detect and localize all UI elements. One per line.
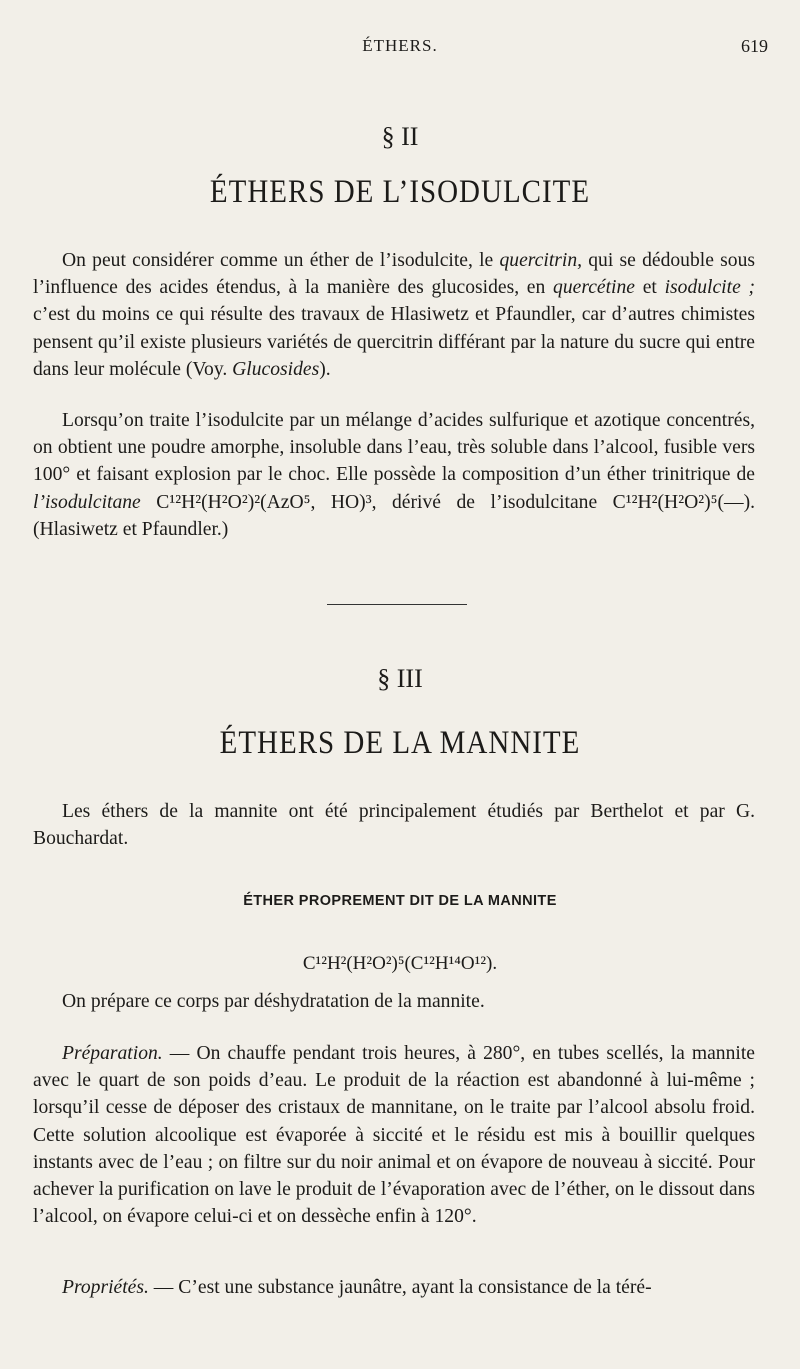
italic-term-quercetine: quercétine <box>553 277 635 299</box>
paragraph-preparation <box>33 1040 755 1230</box>
text-run: On peut considérer comme un éther de l’isodulcite, le <box>62 250 500 271</box>
text-run: — On chauffe pendant trois heures, à 280°, en tubes scellés, la mannite avec le quart de son poids d’eau. Le produit de la réaction est abandonné à lui-même ; lorsqu’il cesse de déposer des cristaux de mannitane, on le traite par l’alcool absolu froid. Cette solution alcoolique est évaporée à siccité et le résidu est mis à bouillir quelques instants avec de l’eau ; on filtre sur du noir animal et on évapore de nouveau à siccité. Pour achever la purification on lave le produit de l’évaporation avec de l’éther, on le dissout dans l’alcool, on évapore celui-ci et on dessèche enfin à 120°. <box>33 1043 755 1228</box>
paragraph-dehydration: On prépare ce corps par déshydratation de la mannite. <box>62 991 485 1012</box>
text-run: et <box>635 277 665 299</box>
section-mark-ii: § II <box>381 122 419 151</box>
text-run: — C’est une substance jaunâtre, ayant la consistance de la téré- <box>148 1277 652 1298</box>
running-head <box>0 36 800 60</box>
subsection-heading: ÉTHER PROPREMENT DIT DE LA MANNITE <box>243 893 557 909</box>
text-run: qui se dédouble sous l’influence des acides étendus, à la manière des glucosides, en <box>33 250 755 299</box>
text-run: C¹²H²(H²O²)²(AzO⁵, HO)³, dérivé de l’isodulcitane C¹²H²(H²O²)⁵(—). (Hlasiwetz et Pfaundler.) <box>33 491 755 540</box>
text-run: ). <box>319 358 331 380</box>
section-mark-iii: § III <box>377 664 423 693</box>
page-number: 619 <box>741 36 768 56</box>
text-run: c’est du moins ce qui résulte des travaux de Hlasiwetz et Pfaundler, car d’autres chimistes pensent qu’il existe plusieurs variétés de quercitrin différant par la nature du sucre qui entre dans leur molécule (Voy. <box>33 304 755 380</box>
paragraph-trinitric-ether <box>33 407 755 543</box>
paragraph-properties <box>33 1274 755 1301</box>
italic-term-isodulcite: isodulcite ; <box>664 277 756 299</box>
running-head-title: ÉTHERS. <box>362 36 438 55</box>
italic-term-quercitrin: quercitrin, <box>499 250 583 271</box>
text-run: Lorsqu’on traite l’isodulcite par un mélange d’acides sulfurique et azotique concentrés, on obtient une poudre amorphe, insoluble dans l’eau, très soluble dans l’alcool, fusible vers 100° et faisant explosion par le choc. Elle possède la composition d’un éther trinitrique de <box>33 410 755 486</box>
paragraph-quercitrin <box>33 247 755 383</box>
section-title-mannite: ÉTHERS DE LA MANNITE <box>219 725 581 761</box>
italic-term-isodulcitane: l’isodulcitane <box>33 491 141 513</box>
italic-reference-glucosides: Glucosides <box>232 358 320 380</box>
italic-label-proprietes: Propriétés. <box>62 1277 149 1298</box>
italic-label-preparation: Préparation. <box>62 1043 163 1064</box>
chemical-formula: C¹²H²(H²O²)⁵(C¹²H¹⁴O¹²). <box>302 953 498 974</box>
paragraph-mannite-intro: Les éthers de la mannite ont été principalement étudiés par Berthelot et par G. Bouchardat. <box>33 801 755 850</box>
section-title-isodulcite: ÉTHERS DE L’ISODULCITE <box>209 174 591 210</box>
section-divider <box>327 604 467 605</box>
